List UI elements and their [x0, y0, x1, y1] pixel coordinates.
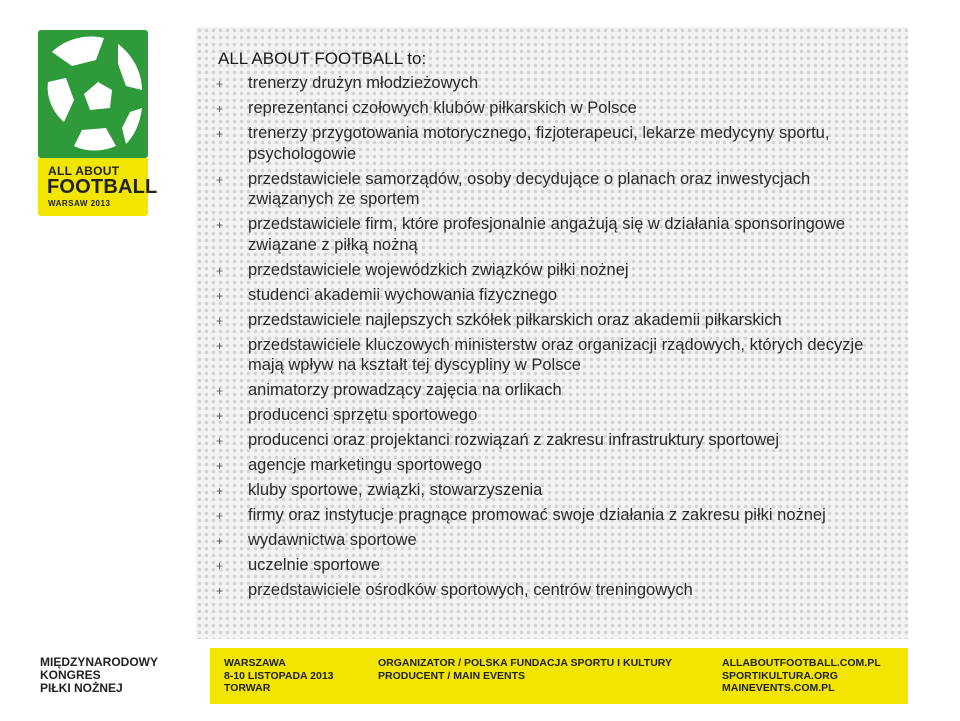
audience-panel	[196, 27, 908, 639]
list-item	[216, 580, 891, 601]
plus-icon: +	[216, 534, 224, 548]
list-item	[216, 380, 891, 401]
producer-line: PRODUCENT / MAIN EVENTS	[378, 669, 526, 682]
plus-icon: +	[216, 584, 224, 598]
event-dates: 8-10 LISTOPADA 2013	[224, 669, 334, 682]
event-place-date	[224, 657, 334, 695]
event-organizer	[378, 657, 672, 682]
list-item	[216, 430, 891, 451]
list-item-text: studenci akademii wychowania fizycznego	[248, 285, 558, 304]
list-item-text: przedstawiciele wojewódzkich związków piłki nożnej	[248, 260, 629, 279]
organizer-line: ORGANIZATOR / POLSKA FUNDACJA SPORTU I KULTURY	[378, 657, 672, 669]
list-item-text: animatorzy prowadzący zajęcia na orlikach	[248, 381, 562, 399]
list-item-text: przedstawiciele najlepszych szkółek piłkarskich oraz akademii piłkarskich	[248, 310, 782, 329]
plus-icon: +	[216, 384, 224, 398]
list-item-text: wydawnictwa sportowe	[248, 531, 417, 549]
plus-icon: +	[216, 559, 224, 573]
website-link[interactable]: MAINEVENTS.COM.PL	[722, 682, 835, 694]
logo-ball-panel	[38, 30, 148, 158]
website-link[interactable]: SPORTIKULTURA.ORG	[722, 669, 838, 682]
list-item	[216, 405, 891, 426]
list-item-text: producenci oraz projektanci rozwiązań z zakresu infrastruktury sportowej	[248, 431, 779, 449]
plus-icon: +	[216, 218, 224, 232]
list-item-text: przedstawiciele samorządów, osoby decydujące o planach oraz inwestycjach związanych ze sportem	[248, 169, 811, 208]
plus-icon: +	[216, 509, 224, 523]
list-item-text: uczelnie sportowe	[248, 556, 381, 574]
list-item-text: przedstawiciele kluczowych ministerstw oraz organizacji rządowych, których decyzje mają wpływ na kształt tej dyscypliny w Polsce	[248, 335, 864, 374]
list-item	[216, 123, 891, 164]
logo-line-3: WARSAW 2013	[48, 199, 111, 208]
congress-line-1: MIĘDZYNARODOWY	[40, 655, 158, 669]
list-item	[216, 505, 891, 526]
list-item-text: trenerzy przygotowania motorycznego, fizjoterapeuci, lekarze medycyny sportu, psychologowie	[248, 124, 830, 163]
plus-icon: +	[216, 172, 224, 187]
plus-icon: +	[216, 127, 224, 141]
list-item	[216, 455, 891, 476]
list-item	[216, 98, 891, 119]
list-item	[216, 214, 891, 255]
list-item	[216, 73, 891, 94]
plus-icon: +	[216, 288, 224, 303]
plus-icon: +	[216, 77, 224, 91]
panel-title: ALL ABOUT FOOTBALL to:	[218, 49, 427, 68]
football-icon	[38, 30, 148, 158]
list-item-text: przedstawiciele ośrodków sportowych, centrów treningowych	[248, 581, 693, 599]
list-item	[216, 310, 891, 331]
plus-icon: +	[216, 313, 224, 328]
logo-line-2: FOOTBALL	[47, 176, 158, 198]
list-item-text: przedstawiciele firm, które profesjonalnie angażują się w działania sponsoringowe związane z piłką nożną	[248, 215, 846, 254]
plus-icon: +	[216, 102, 224, 116]
list-item	[216, 480, 891, 501]
list-item-text: trenerzy drużyn młodzieżowych	[248, 74, 479, 92]
logo-line-1: ALL ABOUT	[48, 164, 120, 178]
list-item	[216, 555, 891, 576]
list-item-text: reprezentanci czołowych klubów piłkarskich w Polsce	[248, 99, 637, 117]
plus-icon: +	[216, 459, 224, 473]
event-websites	[722, 657, 881, 695]
list-item-text: firmy oraz instytucje pragnące promować swoje działania z zakresu piłki nożnej	[248, 506, 826, 524]
plus-icon: +	[216, 409, 224, 423]
list-item	[216, 169, 891, 210]
event-venue: TORWAR	[224, 682, 271, 694]
congress-name	[40, 656, 158, 695]
plus-icon: +	[216, 484, 224, 498]
website-link[interactable]: ALLABOUTFOOTBALL.COM.PL	[722, 657, 881, 669]
plus-icon: +	[216, 338, 224, 353]
plus-icon: +	[216, 434, 224, 448]
congress-line-3: PIŁKI NOŻNEJ	[40, 681, 123, 695]
congress-line-2: KONGRES	[40, 668, 101, 682]
list-item	[216, 285, 891, 306]
list-item-text: agencje marketingu sportowego	[248, 456, 482, 474]
audience-list	[216, 73, 891, 605]
footer-info-band	[210, 648, 908, 704]
list-item-text: producenci sprzętu sportowego	[248, 406, 478, 424]
logo-text-panel	[38, 158, 158, 216]
list-item	[216, 260, 891, 281]
plus-icon: +	[216, 263, 224, 278]
list-item	[216, 530, 891, 551]
list-item-text: kluby sportowe, związki, stowarzyszenia	[248, 481, 543, 499]
event-city: WARSZAWA	[224, 657, 286, 669]
list-item	[216, 335, 891, 376]
